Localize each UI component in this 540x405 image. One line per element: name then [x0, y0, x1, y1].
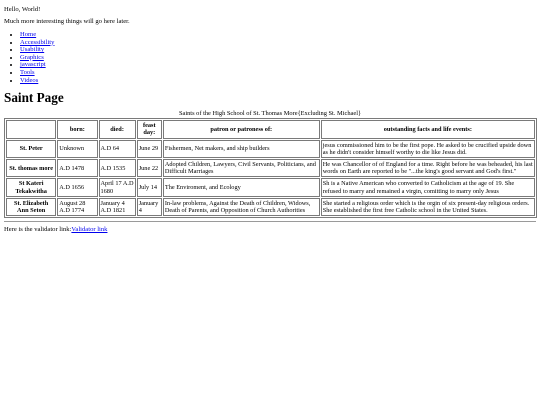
patron-cell: Fishermen, Net makers, and ship builders — [163, 140, 320, 158]
nav-item-graphics — [20, 54, 536, 62]
nav-link-tools[interactable]: Tools — [20, 68, 35, 76]
nav-link-home[interactable]: Home — [20, 31, 37, 38]
born-cell: Unknown — [57, 140, 97, 158]
greeting-text: Hello, World! — [4, 6, 41, 13]
feast-cell: June 29 — [137, 140, 162, 158]
header-cell-patron: patron or patroness of: — [163, 120, 320, 138]
facts-cell: He was Chancellor of of England for a time. Right before he was beheaded, his last words on Earth are reported to be "...the king's good servant and God's first." — [321, 159, 535, 177]
facts-cell: Sh is a Native American who converted to Catholicism at the age of 19. She refused to marry and remained a virgin, comitting to marry only Jesus — [321, 178, 535, 196]
nav-link-usability[interactable]: Usability — [20, 46, 45, 54]
nav-link-videos[interactable]: Videos — [20, 76, 39, 84]
born-cell: A.D 1478 — [57, 159, 97, 177]
nav-item-home — [20, 31, 536, 39]
saint-name-cell: St Kateri Tekakwitha — [6, 178, 56, 196]
nav-list — [4, 31, 536, 84]
saints-table — [4, 118, 537, 218]
nav-item-javascript — [20, 61, 536, 69]
table-row — [6, 178, 535, 196]
died-cell: April 17 A.D 1680 — [99, 178, 136, 196]
saint-name-cell: St. Elizabeth Ann Seton — [6, 198, 56, 216]
nav-link-javascript[interactable]: javascript — [20, 61, 46, 69]
tagline-text: Much more interesting things will go here later. — [4, 18, 130, 25]
feast-cell: January 4 — [137, 198, 162, 216]
validator-line — [4, 226, 536, 234]
born-cell: August 28 A.D 1774 — [57, 198, 97, 216]
divider — [4, 221, 536, 222]
saint-name-cell: St. thomas more — [6, 159, 56, 177]
validator-link[interactable]: Validator link — [71, 226, 108, 234]
died-cell: A.D 1535 — [99, 159, 136, 177]
header-cell-corner — [6, 120, 56, 138]
header-cell-facts: outstanding facts and life events: — [321, 120, 535, 138]
nav-item-videos — [20, 77, 536, 85]
table-row — [6, 198, 535, 216]
facts-cell: jesus commissioned him to be the first pope. He asked to be crucified upside down as he didn't consider himself worthy to die like Jesus did. — [321, 140, 535, 158]
table-row — [6, 140, 535, 158]
table-row — [6, 159, 535, 177]
feast-cell: June 22 — [137, 159, 162, 177]
died-cell: A.D 64 — [99, 140, 136, 158]
header-cell-died: died: — [99, 120, 136, 138]
nav-link-accessibility[interactable]: Accessibility — [20, 38, 55, 46]
header-cell-born: born: — [57, 120, 97, 138]
facts-cell: She started a religious order which is the orgin of six present-day religious orders. She established the first free Catholic school in the United States. — [321, 198, 535, 216]
validator-prefix: Here is the validator link: — [4, 226, 72, 234]
table-caption: Saints of the High School of St. Thomas More{Excluding St. Michael} — [178, 110, 362, 118]
header-cell-feast-day: feast day: — [137, 120, 162, 138]
page-title: Saint Page — [4, 90, 64, 106]
born-cell: A.D 1656 — [57, 178, 97, 196]
patron-cell: In-law problems, Against the Death of Children, Widows, Death of Parents, and Opposition of Church Authorities — [163, 198, 320, 216]
table-header-row — [6, 120, 535, 138]
patron-cell: Adopted Children, Lawyers, Civil Servants, Politicians, and Difficult Marriages — [163, 159, 320, 177]
nav-item-tools — [20, 69, 536, 77]
nav-item-accessibility — [20, 39, 536, 47]
nav-link-graphics[interactable]: Graphics — [20, 53, 44, 61]
died-cell: January 4 A.D 1821 — [99, 198, 136, 216]
saint-name-cell: St. Peter — [6, 140, 56, 158]
nav-item-usability — [20, 46, 536, 54]
feast-cell: July 14 — [137, 178, 162, 196]
patron-cell: The Enviroment, and Ecology — [163, 178, 320, 196]
